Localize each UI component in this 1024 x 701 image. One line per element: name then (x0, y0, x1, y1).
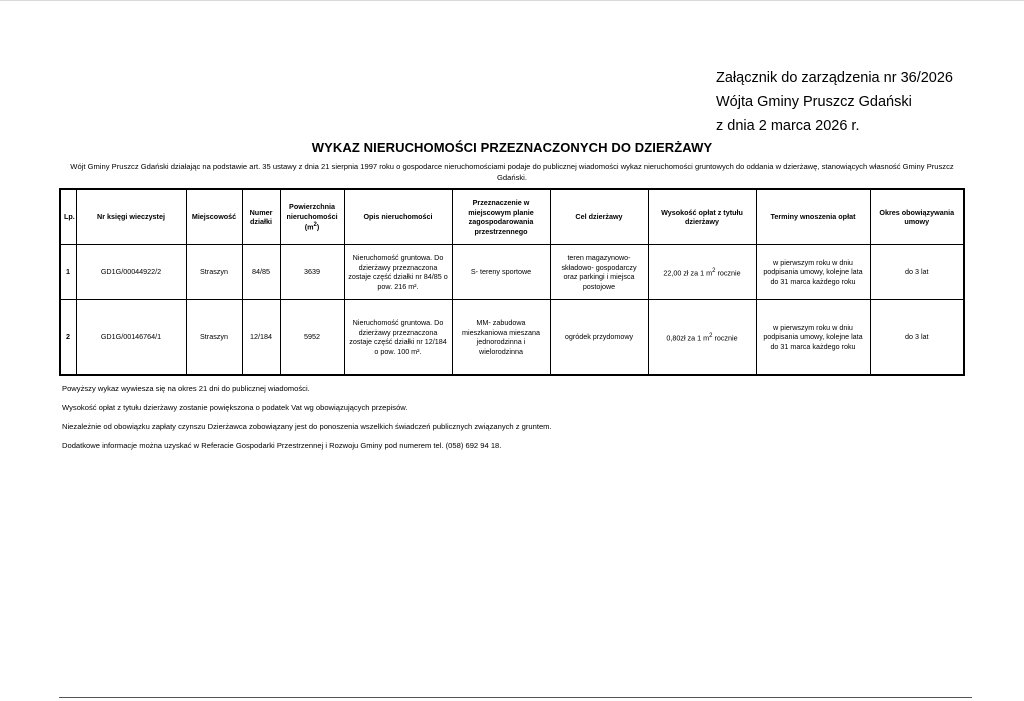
cell-fee-amount (648, 245, 756, 300)
cell-zoning: MM- zabudowa mieszkaniowa mieszana jednorodzinna i wielorodzinna (452, 300, 550, 376)
header-area-label: Powierzchnia nieruchomości (286, 202, 338, 221)
cell-contract-period: do 3 lat (870, 245, 964, 300)
table-row (60, 300, 964, 376)
cell-contract-period: do 3 lat (870, 300, 964, 376)
header-area (280, 189, 344, 245)
annex-header (716, 66, 953, 138)
header-description: Opis nieruchomości (344, 189, 452, 245)
annex-line-3: z dnia 2 marca 2026 r. (716, 118, 860, 134)
document-title: WYKAZ NIERUCHOMOŚCI PRZEZNACZONYCH DO DZIERŻAWY (311, 140, 713, 155)
annex-line-1: Załącznik do zarządzenia nr 36/2026 (716, 70, 953, 86)
cell-payment-terms: w pierwszym roku w dniu podpisania umowy, kolejne lata do 31 marca każdego roku (756, 300, 870, 376)
header-area-close: ) (316, 222, 320, 232)
cell-plot-number: 84/85 (242, 245, 280, 300)
table-row (60, 245, 964, 300)
note-contact-info: Dodatkowe informacje można uzyskać w Referacie Gospodarki Przestrzennej i Rozwoju Gminy pod numerem tel. (058) 692 94 18. (62, 441, 502, 450)
header-area-sup: 2 (313, 222, 317, 229)
cell-area: 3639 (280, 245, 344, 300)
header-lease-purpose: Cel dzierżawy (550, 189, 648, 245)
header-lp: Lp. (60, 189, 76, 245)
fee-amount-sup: 2 (709, 332, 713, 339)
header-land-register: Nr księgi wieczystej (76, 189, 186, 245)
cell-lp: 1 (60, 245, 76, 300)
header-contract-period: Okres obowiązywania umowy (870, 189, 964, 245)
intro-paragraph: Wójt Gminy Pruszcz Gdański działając na podstawie art. 35 ustawy z dnia 21 sierpnia 1997 roku o gospodarce nieruchomościami podaje do publicznej wiadomości wykaz nieruchomości gruntowych do oddania w dzierżawę, stanowiących własność Gminy Pruszcz Gdański. (70, 162, 954, 182)
note-posting-period: Powyższy wykaz wywiesza się na okres 21 dni do publicznej wiadomości. (62, 384, 310, 393)
fee-amount-sup: 2 (712, 267, 716, 274)
header-area-unit: (m (304, 222, 314, 232)
notes-section (62, 384, 552, 460)
header-fee-amount: Wysokość opłat z tytułu dzierżawy (648, 189, 756, 245)
fee-amount-suffix: rocznie (712, 332, 738, 342)
cell-area: 5952 (280, 300, 344, 376)
annex-line-2: Wójta Gminy Pruszcz Gdański (716, 94, 912, 110)
header-locality: Miejscowość (186, 189, 242, 245)
cell-lp: 2 (60, 300, 76, 376)
fee-amount-text: 0,80zł za 1 m (666, 332, 710, 342)
cell-locality: Straszyn (186, 300, 242, 376)
cell-locality: Straszyn (186, 245, 242, 300)
cell-plot-number: 12/184 (242, 300, 280, 376)
note-public-charges: Niezależnie od obowiązku zapłaty czynszu Dzierżawca zobowiązany jest do ponoszenia wszelkich świadczeń publicznych związanych z gruntem. (62, 422, 552, 431)
note-vat: Wysokość opłat z tytułu dzierżawy zostanie powiększona o podatek Vat wg obowiązujących przepisów. (62, 403, 408, 412)
cell-land-register: GD1G/00146764/1 (76, 300, 186, 376)
cell-lease-purpose: teren magazynowo-składowo- gospodarczy oraz parkingi i miejsca postojowe (550, 245, 648, 300)
header-payment-terms: Terminy wnoszenia opłat (756, 189, 870, 245)
cell-payment-terms: w pierwszym roku w dniu podpisania umowy, kolejne lata do 31 marca każdego roku (756, 245, 870, 300)
property-table (59, 188, 965, 376)
cell-zoning: S- tereny sportowe (452, 245, 550, 300)
cell-description: Nieruchomość gruntowa. Do dzierżawy przeznaczona zostaje część działki nr 84/85 o pow. 216 m². (344, 245, 452, 300)
cell-land-register: GD1G/00044922/2 (76, 245, 186, 300)
footer-divider (59, 697, 972, 698)
page-top-edge (0, 0, 1024, 1)
fee-amount-suffix: rocznie (715, 267, 741, 277)
fee-amount-text: 22,00 zł za 1 m (663, 267, 713, 277)
header-zoning: Przeznaczenie w miejscowym planie zagospodarowania przestrzennego (452, 189, 550, 245)
cell-lease-purpose: ogródek przydomowy (550, 300, 648, 376)
table-header-row (60, 189, 964, 245)
cell-fee-amount (648, 300, 756, 376)
header-plot-number: Numer działki (242, 189, 280, 245)
cell-description: Nieruchomość gruntowa. Do dzierżawy przeznaczona zostaje część działki nr 12/184 o pow. 100 m². (344, 300, 452, 376)
